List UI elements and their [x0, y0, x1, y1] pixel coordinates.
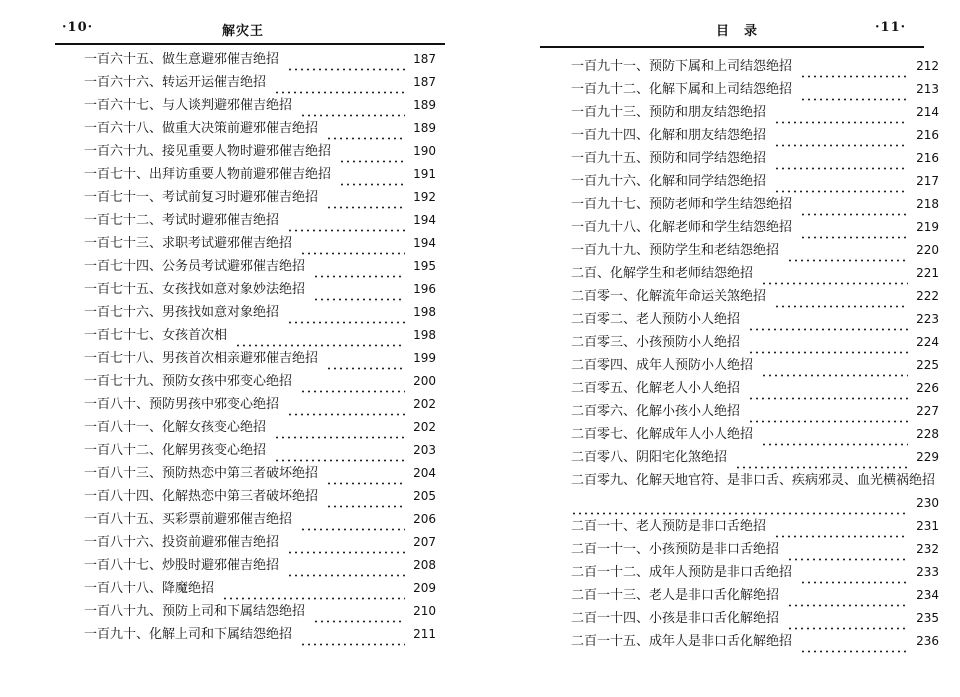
- toc-entry: [571, 308, 939, 331]
- toc-entry: [571, 55, 939, 78]
- toc-entry: [84, 462, 436, 485]
- toc-entry-title: 一百八十四、化解热恋中第三者破坏绝招: [84, 489, 319, 504]
- toc-entry: [571, 331, 939, 354]
- toc-leader-dots: [274, 71, 405, 94]
- toc-entry-title: 一百八十三、预防热恋中第三者破坏绝招: [84, 466, 319, 481]
- toc-entry-title: 二百零六、化解小孩小人绝招: [571, 404, 741, 419]
- toc-entry-title: 一百七十九、预防女孩中邪变心绝招: [84, 374, 293, 389]
- toc-entry-title: 二百一十二、成年人预防是非口舌绝招: [571, 565, 793, 580]
- toc-entry-title: 一百九十一、预防下属和上司结怨绝招: [571, 59, 793, 74]
- toc-entry-page: 196: [413, 282, 436, 296]
- toc-entry-title: 一百八十、预防男孩中邪变心绝招: [84, 397, 280, 412]
- toc-entry-title: 一百六十九、接见重要人物时避邪催吉绝招: [84, 144, 332, 159]
- toc-leader-dots: [287, 393, 405, 416]
- toc-entry-title: 二百一十、老人预防是非口舌绝招: [571, 519, 767, 534]
- toc-entry-page: 222: [916, 289, 939, 303]
- toc-entry-page: 214: [916, 105, 939, 119]
- toc-entry-title: 一百九十七、预防老师和学生结怨绝招: [571, 197, 793, 212]
- toc-entry: [571, 538, 939, 561]
- toc-entry-page: 212: [916, 59, 939, 73]
- toc-entry: [571, 262, 939, 285]
- toc-entry-page: 203: [413, 443, 436, 457]
- toc-entry-page: 202: [413, 397, 436, 411]
- toc-entry: [84, 439, 436, 462]
- toc-entry: [571, 607, 939, 630]
- toc-leader-dots: [761, 262, 908, 285]
- toc-leader-dots: [748, 308, 908, 331]
- left-toc-list: [84, 48, 436, 646]
- toc-leader-dots: [300, 508, 405, 531]
- toc-entry-title: 二百零一、化解流年命运关煞绝招: [571, 289, 767, 304]
- toc-entry-page: 187: [413, 75, 436, 89]
- toc-entry: [84, 577, 436, 600]
- toc-entry-page: 202: [413, 420, 436, 434]
- toc-entry-title: 一百九十八、化解老师和学生结怨绝招: [571, 220, 793, 235]
- toc-leader-dots: [774, 285, 908, 308]
- toc-leader-dots: [761, 423, 908, 446]
- toc-entry: [84, 531, 436, 554]
- toc-entry-page: 211: [413, 627, 436, 641]
- toc-entry-page: 218: [916, 197, 939, 211]
- toc-entry-page: 227: [916, 404, 939, 418]
- toc-leader-dots: [326, 462, 405, 485]
- toc-leader-dots: [326, 117, 405, 140]
- toc-entry: [571, 630, 939, 653]
- toc-entry: [571, 193, 939, 216]
- toc-entry-title: 一百七十一、考试前复习时避邪催吉绝招: [84, 190, 319, 205]
- toc-entry-title: 一百八十二、化解男孩变心绝招: [84, 443, 267, 458]
- toc-leader-dots: [287, 209, 405, 232]
- toc-entry: [571, 400, 939, 423]
- toc-leader-dots: [222, 577, 405, 600]
- toc-leader-dots: [326, 347, 405, 370]
- toc-entry: [84, 117, 436, 140]
- toc-leader-dots: [300, 623, 405, 646]
- toc-entry-title: 一百九十九、预防学生和老结怨绝招: [571, 243, 780, 258]
- toc-entry-page: 219: [916, 220, 939, 234]
- toc-entry-title: 一百九十四、化解和朋友结怨绝招: [571, 128, 767, 143]
- toc-entry-title: 一百七十六、男孩找如意对象绝招: [84, 305, 280, 320]
- toc-leader-dots: [287, 48, 405, 71]
- toc-entry: [84, 324, 436, 347]
- toc-entry-title: 一百七十三、求职考试避邪催吉绝招: [84, 236, 293, 251]
- toc-entry-title: 二百零二、老人预防小人绝招: [571, 312, 741, 327]
- toc-entry-page: 208: [413, 558, 436, 572]
- toc-entry: [84, 485, 436, 508]
- toc-entry-page: 195: [413, 259, 436, 273]
- toc-entry-title: 二百一十四、小孩是非口舌化解绝招: [571, 611, 780, 626]
- toc-entry-title: 一百八十一、化解女孩变心绝招: [84, 420, 267, 435]
- toc-entry-page: 199: [413, 351, 436, 365]
- toc-entry-page: 230: [916, 496, 939, 510]
- toc-entry-page: 221: [916, 266, 939, 280]
- toc-entry-title: 二百零四、成年人预防小人绝招: [571, 358, 754, 373]
- toc-entry: [571, 584, 939, 607]
- toc-entry-page: 235: [916, 611, 939, 625]
- toc-entry: [84, 48, 436, 71]
- toc-leader-dots: [800, 193, 908, 216]
- section-title: 目 录: [716, 24, 759, 39]
- toc-leader-dots: [571, 492, 906, 515]
- toc-entry-title: 一百七十四、公务员考试避邪催吉绝招: [84, 259, 306, 274]
- toc-entry: [571, 515, 939, 538]
- toc-entry-title: 一百七十八、男孩首次相亲避邪催吉绝招: [84, 351, 319, 366]
- toc-entry-title: 一百七十二、考试时避邪催吉绝招: [84, 213, 280, 228]
- toc-entry-title: 一百六十六、转运开运催吉绝招: [84, 75, 267, 90]
- toc-leader-dots: [787, 607, 908, 630]
- right-page-number: ·11·: [875, 20, 907, 35]
- toc-entry: [571, 147, 939, 170]
- toc-entry-page: 234: [916, 588, 939, 602]
- toc-entry: [84, 370, 436, 393]
- toc-leader-dots: [326, 485, 405, 508]
- toc-entry-page: 198: [413, 305, 436, 319]
- toc-entry-title: 一百八十五、买彩票前避邪催吉绝招: [84, 512, 293, 527]
- right-page: [480, 0, 960, 697]
- toc-leader-dots: [287, 301, 405, 324]
- right-toc-list: [571, 55, 939, 653]
- toc-entry-title: 二百、化解学生和老师结怨绝招: [571, 266, 754, 281]
- toc-entry-page: 231: [916, 519, 939, 533]
- toc-entry-page: 228: [916, 427, 939, 441]
- toc-entry-page: 216: [916, 128, 939, 142]
- toc-entry-title: 一百六十七、与人谈判避邪催吉绝招: [84, 98, 293, 113]
- toc-entry-title: 一百九十三、预防和朋友结怨绝招: [571, 105, 767, 120]
- toc-entry: [571, 377, 939, 400]
- toc-entry: [84, 554, 436, 577]
- toc-entry: [571, 446, 939, 469]
- toc-entry-page: 205: [413, 489, 436, 503]
- toc-entry-title: 二百零五、化解老人小人绝招: [571, 381, 741, 396]
- toc-entry-page: 187: [413, 52, 436, 66]
- toc-leader-dots: [300, 370, 405, 393]
- toc-entry-page: 213: [916, 82, 939, 96]
- toc-entry-page: 198: [413, 328, 436, 342]
- toc-leader-dots: [800, 55, 908, 78]
- toc-entry-page: 229: [916, 450, 939, 464]
- toc-entry: [571, 285, 939, 308]
- toc-entry-page: 220: [916, 243, 939, 257]
- toc-entry-title: 一百八十八、降魔绝招: [84, 581, 215, 596]
- toc-entry-title: 一百八十六、投资前避邪催吉绝招: [84, 535, 280, 550]
- toc-entry-title: 一百七十、出拜访重要人物前避邪催吉绝招: [84, 167, 332, 182]
- toc-leader-dots: [235, 324, 405, 347]
- toc-leader-dots: [800, 630, 908, 653]
- toc-entry: [571, 354, 939, 377]
- toc-entry: [571, 101, 939, 124]
- toc-leader-dots: [774, 147, 908, 170]
- toc-leader-dots: [800, 216, 908, 239]
- toc-entry-title: 一百九十、化解上司和下属结怨绝招: [84, 627, 293, 642]
- toc-entry: [84, 508, 436, 531]
- toc-leader-dots: [748, 377, 908, 400]
- toc-entry-page: 190: [413, 144, 436, 158]
- toc-entry-page: 206: [413, 512, 436, 526]
- toc-entry-title: 一百九十六、化解和同学结怨绝招: [571, 174, 767, 189]
- toc-entry: [84, 600, 436, 623]
- toc-entry-title: 一百八十七、炒股时避邪催吉绝招: [84, 558, 280, 573]
- toc-leader-dots: [313, 600, 405, 623]
- toc-entry: [84, 416, 436, 439]
- toc-leader-dots: [287, 554, 405, 577]
- toc-entry: [84, 255, 436, 278]
- toc-entry: [84, 301, 436, 324]
- toc-entry-page: 217: [916, 174, 939, 188]
- toc-entry: [571, 124, 939, 147]
- toc-leader-dots: [761, 354, 908, 377]
- toc-entry-page: 194: [413, 213, 436, 227]
- toc-entry-page: 225: [916, 358, 939, 372]
- toc-entry: [84, 393, 436, 416]
- toc-entry: [571, 216, 939, 239]
- toc-leader-dots: [287, 531, 405, 554]
- toc-entry-title: 一百八十九、预防上司和下属结怨绝招: [84, 604, 306, 619]
- toc-entry: [571, 78, 939, 101]
- toc-entry-title: 二百零九、化解天地官符、是非口舌、疾病邪灵、血光横祸绝招: [571, 473, 936, 488]
- toc-entry-page: 210: [413, 604, 436, 618]
- toc-leader-dots: [787, 239, 908, 262]
- toc-entry: [84, 186, 436, 209]
- toc-entry-page: 236: [916, 634, 939, 648]
- toc-leader-dots: [774, 101, 908, 124]
- toc-entry: [84, 278, 436, 301]
- toc-leader-dots: [800, 561, 908, 584]
- toc-entry: [84, 232, 436, 255]
- book-title: 解灾王: [222, 24, 265, 39]
- toc-entry-page: 224: [916, 335, 939, 349]
- toc-entry-title: 二百零三、小孩预防小人绝招: [571, 335, 741, 350]
- toc-leader-dots: [300, 232, 405, 255]
- toc-entry-title: 一百六十五、做生意避邪催吉绝招: [84, 52, 280, 67]
- toc-entry-title: 一百七十五、女孩找如意对象妙法绝招: [84, 282, 306, 297]
- toc-entry-title: 二百一十五、成年人是非口舌化解绝招: [571, 634, 793, 649]
- toc-leader-dots: [339, 163, 405, 186]
- toc-entry-page: 232: [916, 542, 939, 556]
- toc-entry-page: 216: [916, 151, 939, 165]
- toc-entry-page: 223: [916, 312, 939, 326]
- left-page-number: ·10·: [62, 20, 94, 35]
- toc-entry-page: 204: [413, 466, 436, 480]
- toc-entry: [84, 347, 436, 370]
- toc-entry-page: 209: [413, 581, 436, 595]
- toc-entry-title: 一百六十八、做重大决策前避邪催吉绝招: [84, 121, 319, 136]
- toc-entry: [84, 140, 436, 163]
- toc-entry: [571, 170, 939, 193]
- toc-entry-title: 二百一十一、小孩预防是非口舌绝招: [571, 542, 780, 557]
- toc-entry-page: 189: [413, 98, 436, 112]
- toc-entry-page: 200: [413, 374, 436, 388]
- right-header-rule: [540, 46, 924, 48]
- toc-leader-dots: [774, 170, 908, 193]
- toc-entry: [84, 71, 436, 94]
- toc-entry: [84, 94, 436, 117]
- toc-leader-dots: [774, 124, 908, 147]
- toc-entry-title: 一百九十二、化解下属和上司结怨绝招: [571, 82, 793, 97]
- toc-leader-dots: [748, 400, 908, 423]
- toc-entry-page: 194: [413, 236, 436, 250]
- toc-leader-dots: [313, 278, 405, 301]
- toc-entry: [84, 623, 436, 646]
- left-header-rule: [55, 43, 445, 45]
- toc-entry-page: 189: [413, 121, 436, 135]
- toc-entry-page: 191: [413, 167, 436, 181]
- toc-entry-title: 二百零七、化解成年人小人绝招: [571, 427, 754, 442]
- toc-leader-dots: [748, 331, 908, 354]
- toc-entry-title: 一百七十七、女孩首次相: [84, 328, 228, 343]
- toc-entry: [84, 163, 436, 186]
- toc-leader-dots: [274, 439, 405, 462]
- toc-leader-dots: [339, 140, 405, 163]
- toc-leader-dots: [326, 186, 405, 209]
- toc-entry-page: 207: [413, 535, 436, 549]
- toc-entry: [571, 561, 939, 584]
- toc-entry-title: 二百一十三、老人是非口舌化解绝招: [571, 588, 780, 603]
- toc-leader-dots: [774, 515, 908, 538]
- toc-entry-page: 226: [916, 381, 939, 395]
- toc-entry: [571, 239, 939, 262]
- toc-leader-dots: [735, 446, 908, 469]
- toc-leader-dots: [313, 255, 405, 278]
- toc-entry: [571, 469, 939, 515]
- toc-leader-dots: [787, 584, 908, 607]
- toc-entry: [84, 209, 436, 232]
- toc-leader-dots: [787, 538, 908, 561]
- toc-entry-page: 233: [916, 565, 939, 579]
- toc-leader-dots: [274, 416, 405, 439]
- toc-leader-dots: [300, 94, 405, 117]
- toc-leader-dots: [800, 78, 908, 101]
- toc-entry: [571, 423, 939, 446]
- toc-entry-page: 192: [413, 190, 436, 204]
- toc-entry-title: 二百零八、阴阳宅化煞绝招: [571, 450, 728, 465]
- toc-entry-title: 一百九十五、预防和同学结怨绝招: [571, 151, 767, 166]
